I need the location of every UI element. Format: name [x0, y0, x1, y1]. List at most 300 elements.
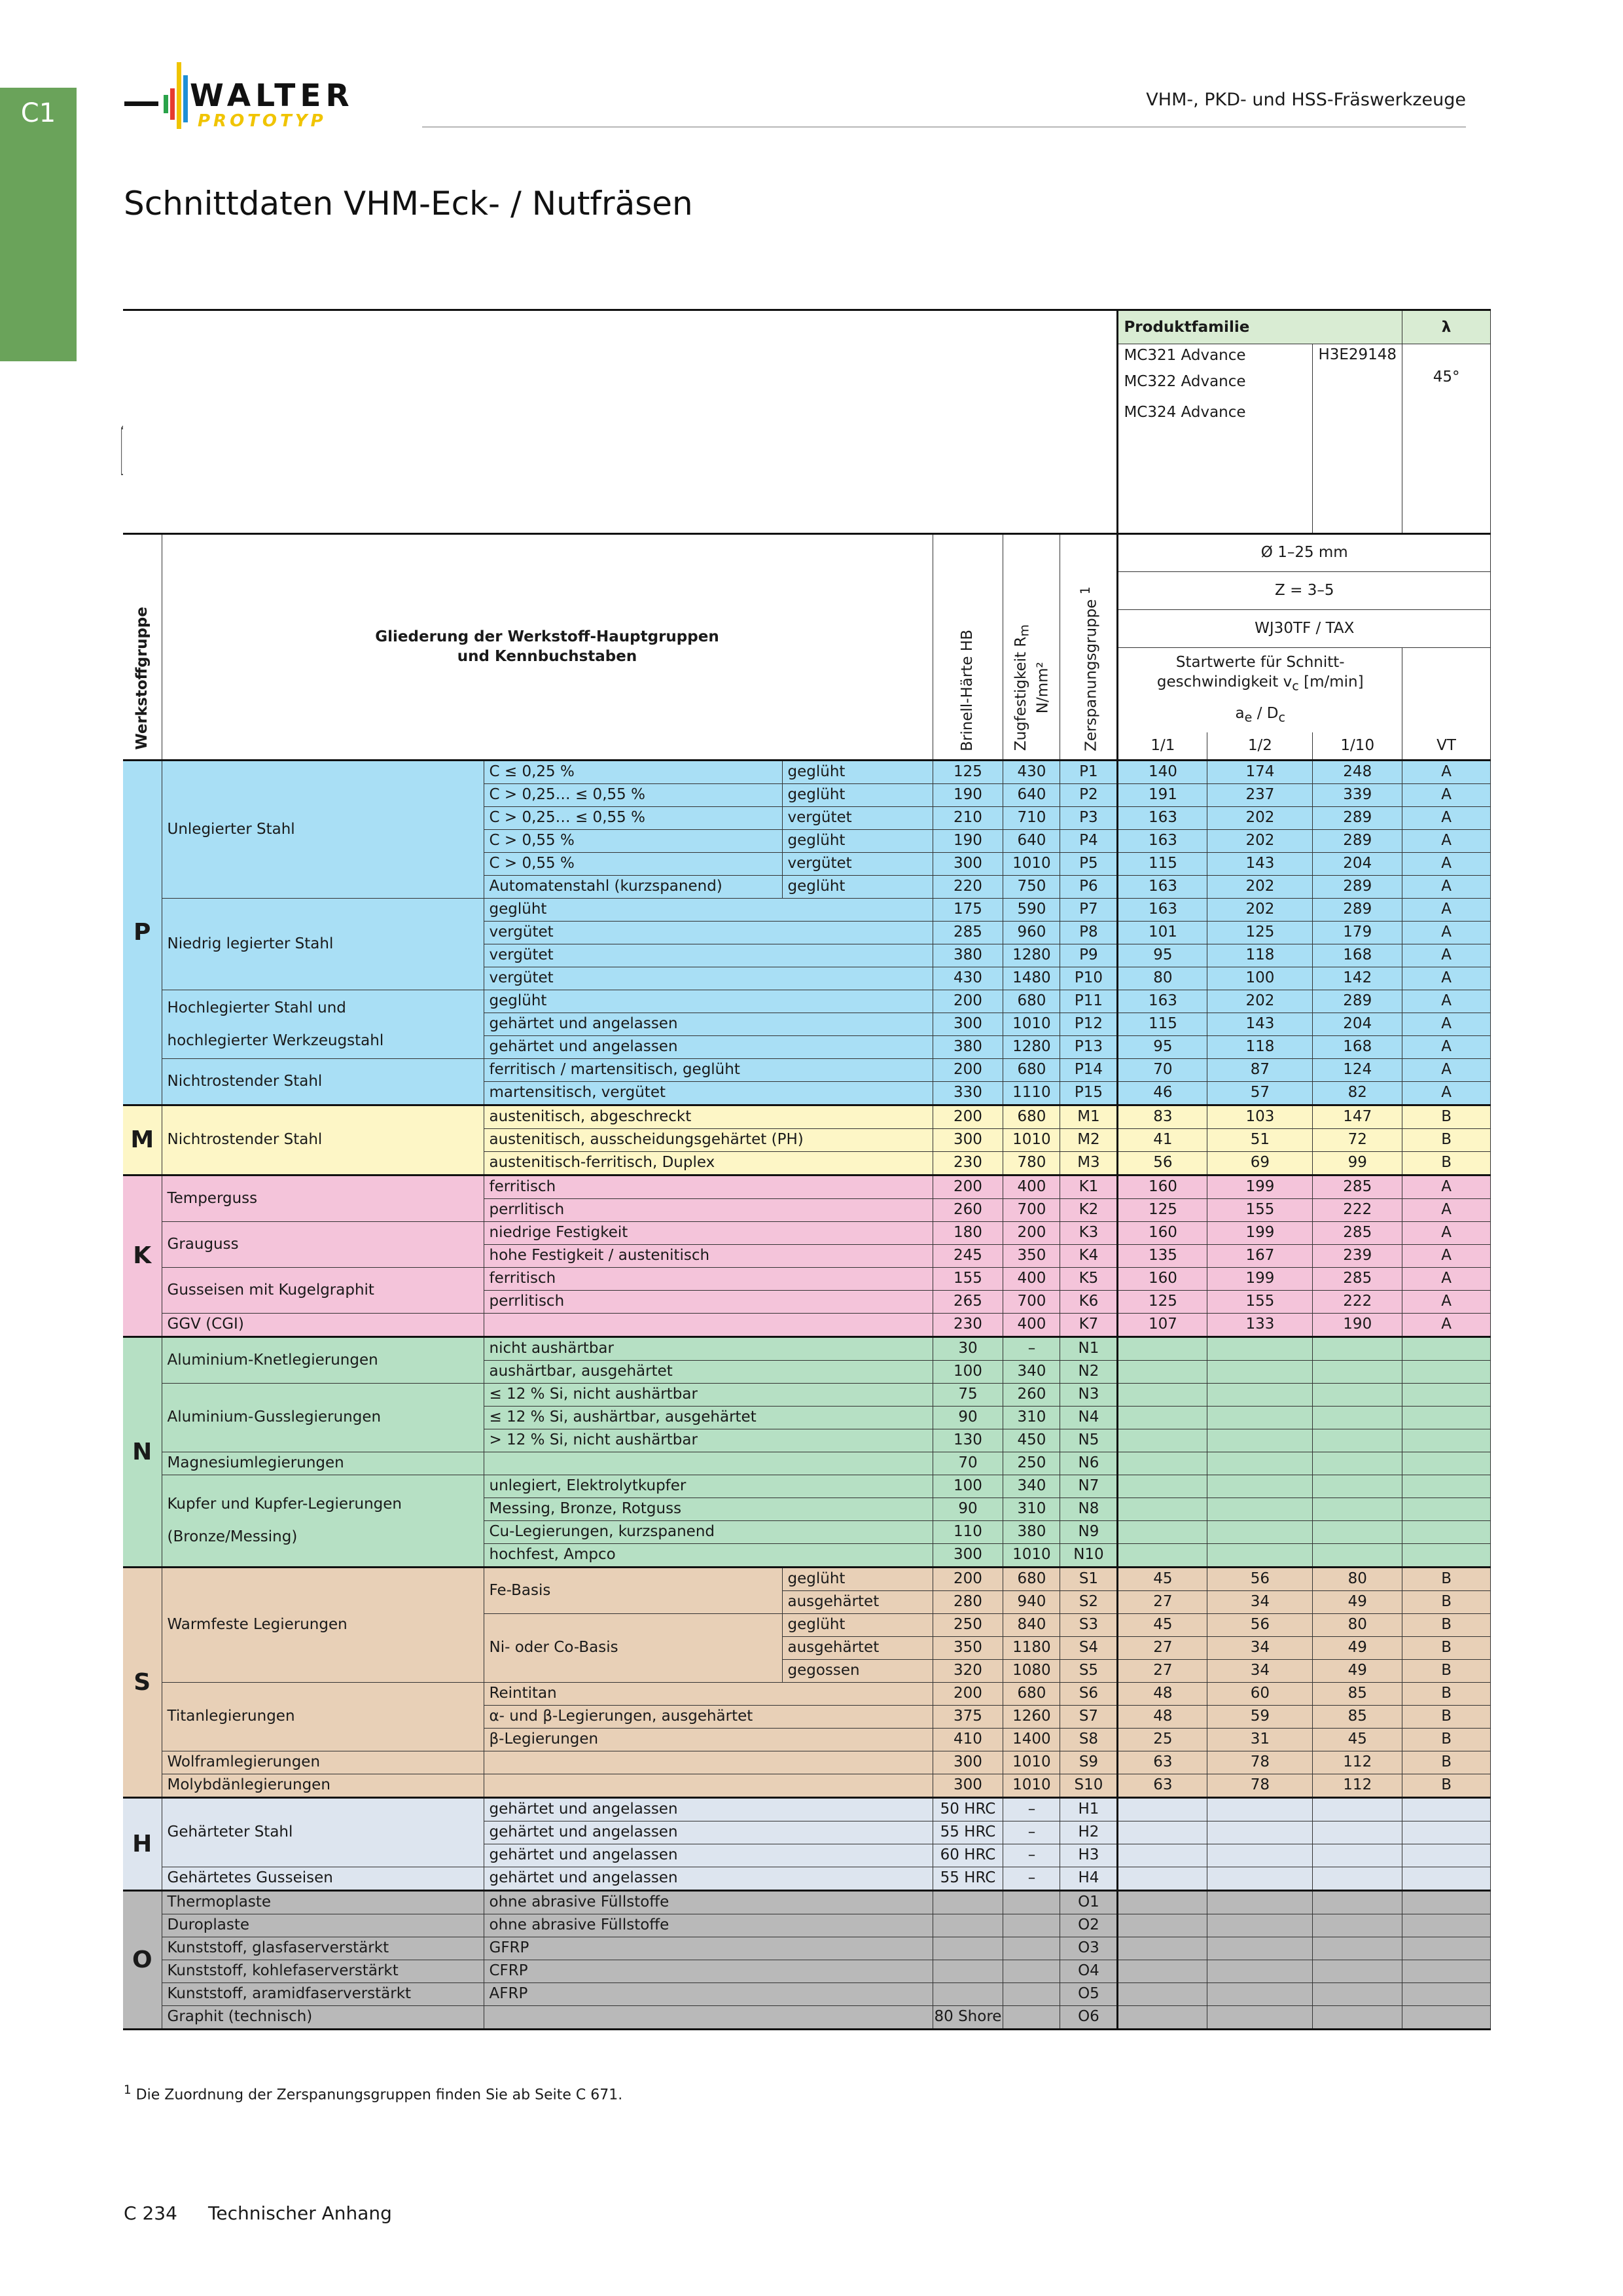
material-subgroup: Unlegierter Stahl: [162, 760, 484, 898]
cutting-grade-vt: A: [1402, 990, 1491, 1013]
table-row: [123, 1914, 1491, 1937]
material-condition: austenitisch-ferritisch, Duplex: [484, 1151, 933, 1175]
vc-half-engagement: 174: [1207, 760, 1313, 783]
brinell-hardness: 200: [933, 990, 1003, 1013]
machining-group: P8: [1060, 921, 1118, 944]
brinell-hardness: 90: [933, 1498, 1003, 1520]
cutting-grade-vt: [1402, 1336, 1491, 1360]
cutting-grade-vt: A: [1402, 1290, 1491, 1313]
material-condition: gehärtet und angelassen: [484, 1797, 933, 1821]
table-row: [123, 1175, 1491, 1198]
material-subgroup: Molybdänlegierungen: [162, 1774, 484, 1797]
brinell-hardness: 125: [933, 760, 1003, 783]
cutting-grade-vt: A: [1402, 1035, 1491, 1058]
table-row: [123, 1774, 1491, 1797]
cutting-grade-vt: A: [1402, 967, 1491, 990]
machining-group: S10: [1060, 1774, 1118, 1797]
vc-half-engagement: 155: [1207, 1290, 1313, 1313]
vc-half-engagement: [1207, 1383, 1313, 1406]
tensile-strength: 680: [1003, 1567, 1060, 1590]
material-condition: Fe-Basis: [484, 1567, 782, 1613]
vc-tenth-engagement: 248: [1313, 760, 1402, 783]
brinell-hardness: 200: [933, 1058, 1003, 1081]
cutting-data-grid: [123, 309, 1491, 2030]
material-condition: Reintitan: [484, 1682, 933, 1705]
brinell-hardness: 80 Shore: [933, 2005, 1003, 2029]
vc-tenth-engagement: 72: [1313, 1128, 1402, 1151]
vc-full-engagement: 41: [1118, 1128, 1207, 1151]
vc-half-engagement: [1207, 1498, 1313, 1520]
cutting-grade-vt: A: [1402, 1267, 1491, 1290]
machining-group: S9: [1060, 1751, 1118, 1774]
material-condition: hohe Festigkeit / austenitisch: [484, 1244, 933, 1267]
footer-section-name: Technischer Anhang: [208, 2202, 392, 2224]
vc-half-engagement: 56: [1207, 1613, 1313, 1636]
brinell-hardness: 265: [933, 1290, 1003, 1313]
machining-group: N2: [1060, 1360, 1118, 1383]
machining-group: P2: [1060, 783, 1118, 806]
machining-group: P14: [1060, 1058, 1118, 1081]
vc-full-engagement: 80: [1118, 967, 1207, 990]
vc-full-engagement: [1118, 1890, 1207, 1914]
vc-tenth-engagement: [1313, 1797, 1402, 1821]
vc-full-engagement: 163: [1118, 806, 1207, 829]
col-vc-1-2: 1/2: [1207, 732, 1313, 760]
material-condition: geglüht: [484, 990, 933, 1013]
vc-half-engagement: [1207, 1797, 1313, 1821]
material-condition: CFRP: [484, 1960, 933, 1982]
machining-group: N6: [1060, 1452, 1118, 1475]
tensile-strength: 1080: [1003, 1659, 1060, 1682]
tensile-strength: 1010: [1003, 1013, 1060, 1035]
tensile-strength: 350: [1003, 1244, 1060, 1267]
tensile-strength: 960: [1003, 921, 1060, 944]
group-code: N: [123, 1336, 162, 1567]
tensile-strength: –: [1003, 1797, 1060, 1821]
table-row: [123, 1937, 1491, 1960]
vc-full-engagement: [1118, 1914, 1207, 1937]
machining-group: O2: [1060, 1914, 1118, 1937]
lambda-label: λ: [1402, 310, 1491, 344]
vc-full-engagement: [1118, 1498, 1207, 1520]
col-gliederung: Gliederung der Werkstoff-Hauptgruppen und Kennbuchstaben: [162, 533, 933, 760]
vc-tenth-engagement: 204: [1313, 852, 1402, 875]
cutting-grade-vt: A: [1402, 760, 1491, 783]
vc-tenth-engagement: 204: [1313, 1013, 1402, 1035]
vc-full-engagement: 27: [1118, 1590, 1207, 1613]
material-condition: ferritisch: [484, 1267, 933, 1290]
tensile-strength: [1003, 2005, 1060, 2029]
vc-full-engagement: [1118, 1452, 1207, 1475]
vc-tenth-engagement: 285: [1313, 1267, 1402, 1290]
tensile-strength: 200: [1003, 1221, 1060, 1244]
vc-full-engagement: 163: [1118, 875, 1207, 898]
material-subgroup: Kunststoff, kohlefaserverstärkt: [162, 1960, 484, 1982]
vc-tenth-engagement: 222: [1313, 1290, 1402, 1313]
vc-half-engagement: [1207, 1960, 1313, 1982]
table-row: [123, 1105, 1491, 1128]
group-code: O: [123, 1890, 162, 2029]
material-condition: gehärtet und angelassen: [484, 1844, 933, 1867]
material-subgroup: Graphit (technisch): [162, 2005, 484, 2029]
vc-half-engagement: 34: [1207, 1590, 1313, 1613]
material-condition: ≤ 12 % Si, nicht aushärtbar: [484, 1383, 933, 1406]
brinell-hardness: 430: [933, 967, 1003, 990]
vc-full-engagement: 48: [1118, 1682, 1207, 1705]
vc-half-engagement: 78: [1207, 1774, 1313, 1797]
brinell-hardness: 90: [933, 1406, 1003, 1429]
logo-mark-icon: [124, 62, 190, 134]
vc-full-engagement: 27: [1118, 1636, 1207, 1659]
brinell-hardness: 130: [933, 1429, 1003, 1452]
vc-full-engagement: 101: [1118, 921, 1207, 944]
tensile-strength: 1400: [1003, 1728, 1060, 1751]
cutting-grade-vt: B: [1402, 1105, 1491, 1128]
material-condition: GFRP: [484, 1937, 933, 1960]
vc-tenth-engagement: 85: [1313, 1682, 1402, 1705]
cutting-grade-vt: B: [1402, 1659, 1491, 1682]
tensile-strength: 840: [1003, 1613, 1060, 1636]
tensile-strength: 750: [1003, 875, 1060, 898]
machining-group: H2: [1060, 1821, 1118, 1844]
material-condition: austenitisch, abgeschreckt: [484, 1105, 933, 1128]
table-row: [123, 1058, 1491, 1081]
vc-half-engagement: 56: [1207, 1567, 1313, 1590]
tensile-strength: 1110: [1003, 1081, 1060, 1105]
table-row: [123, 898, 1491, 921]
machining-group: N9: [1060, 1520, 1118, 1543]
vc-half-engagement: 103: [1207, 1105, 1313, 1128]
machining-group: K2: [1060, 1198, 1118, 1221]
vc-half-engagement: [1207, 1360, 1313, 1383]
material-subgroup: Gusseisen mit Kugelgraphit: [162, 1267, 484, 1313]
vc-tenth-engagement: [1313, 2005, 1402, 2029]
cutting-grade-vt: [1402, 1543, 1491, 1567]
vc-tenth-engagement: [1313, 1960, 1402, 1982]
vc-tenth-engagement: [1313, 1360, 1402, 1383]
cutting-grade-vt: A: [1402, 1175, 1491, 1198]
vc-half-engagement: [1207, 1844, 1313, 1867]
cutting-grade-vt: A: [1402, 1221, 1491, 1244]
material-treatment: ausgehärtet: [782, 1636, 933, 1659]
vc-tenth-engagement: 112: [1313, 1774, 1402, 1797]
tensile-strength: 1010: [1003, 852, 1060, 875]
vc-full-engagement: [1118, 1937, 1207, 1960]
material-condition: perrlitisch: [484, 1290, 933, 1313]
brinell-hardness: 75: [933, 1383, 1003, 1406]
machining-group: O4: [1060, 1960, 1118, 1982]
vc-full-engagement: 45: [1118, 1567, 1207, 1590]
brinell-hardness: 250: [933, 1613, 1003, 1636]
vc-full-engagement: 95: [1118, 944, 1207, 967]
logo-prototyp-text: PROTOTYP: [198, 111, 327, 131]
table-row: [123, 1267, 1491, 1290]
vc-half-engagement: 202: [1207, 990, 1313, 1013]
vc-tenth-engagement: 147: [1313, 1105, 1402, 1128]
vc-full-engagement: [1118, 1797, 1207, 1821]
cutting-grade-vt: A: [1402, 829, 1491, 852]
machining-group: N4: [1060, 1406, 1118, 1429]
startwerte-label: Startwerte für Schnitt- geschwindigkeit $v_c$ [m/min] $a_e / D_c$: [1118, 647, 1402, 732]
cutting-grade-vt: [1402, 1937, 1491, 1960]
material-condition: [484, 1452, 933, 1475]
col-vc-1-10: 1/10: [1313, 732, 1402, 760]
table-row: [123, 1313, 1491, 1336]
vc-half-engagement: [1207, 1821, 1313, 1844]
vc-full-engagement: [1118, 1821, 1207, 1844]
material-condition: > 12 % Si, nicht aushärtbar: [484, 1429, 933, 1452]
material-treatment: geglüht: [782, 783, 933, 806]
vc-half-engagement: [1207, 1937, 1313, 1960]
vc-tenth-engagement: [1313, 1982, 1402, 2005]
machining-group: H4: [1060, 1867, 1118, 1890]
vc-full-engagement: 125: [1118, 1198, 1207, 1221]
table-row: [123, 2005, 1491, 2029]
material-condition: gehärtet und angelassen: [484, 1035, 933, 1058]
vc-tenth-engagement: 168: [1313, 944, 1402, 967]
brinell-hardness: 55 HRC: [933, 1821, 1003, 1844]
material-condition: martensitisch, vergütet: [484, 1081, 933, 1105]
material-condition: geglüht: [484, 898, 933, 921]
brinell-hardness: [933, 1960, 1003, 1982]
machining-group: K4: [1060, 1244, 1118, 1267]
vc-full-engagement: 163: [1118, 898, 1207, 921]
tensile-strength: 340: [1003, 1360, 1060, 1383]
tensile-strength: –: [1003, 1821, 1060, 1844]
brinell-hardness: 230: [933, 1151, 1003, 1175]
vc-tenth-engagement: [1313, 1475, 1402, 1498]
material-treatment: vergütet: [782, 806, 933, 829]
vc-tenth-engagement: 49: [1313, 1590, 1402, 1613]
cutting-grade-vt: [1402, 1383, 1491, 1406]
vc-full-engagement: 191: [1118, 783, 1207, 806]
cutting-data-table: [123, 309, 1491, 2030]
cutting-grade-vt: [1402, 2005, 1491, 2029]
vc-half-engagement: [1207, 1982, 1313, 2005]
machining-group: O3: [1060, 1937, 1118, 1960]
vc-full-engagement: 160: [1118, 1267, 1207, 1290]
vc-full-engagement: 135: [1118, 1244, 1207, 1267]
logo-walter-text: WALTER: [190, 78, 354, 114]
material-condition: Cu-Legierungen, kurzspanend: [484, 1520, 933, 1543]
diameter-range: Ø 1–25 mm: [1118, 533, 1491, 571]
vc-tenth-engagement: 339: [1313, 783, 1402, 806]
tensile-strength: 1480: [1003, 967, 1060, 990]
cutting-grade-vt: B: [1402, 1705, 1491, 1728]
brinell-hardness: 350: [933, 1636, 1003, 1659]
tensile-strength: 1260: [1003, 1705, 1060, 1728]
material-condition: austenitisch, ausscheidungsgehärtet (PH): [484, 1128, 933, 1151]
vc-half-engagement: [1207, 2005, 1313, 2029]
machining-group: P6: [1060, 875, 1118, 898]
machining-group: N10: [1060, 1543, 1118, 1567]
vc-full-engagement: 45: [1118, 1613, 1207, 1636]
tensile-strength: 1010: [1003, 1543, 1060, 1567]
machining-group: M1: [1060, 1105, 1118, 1128]
material-condition: ohne abrasive Füllstoffe: [484, 1890, 933, 1914]
machining-group: O6: [1060, 2005, 1118, 2029]
cutting-grade-vt: [1402, 1520, 1491, 1543]
brinell-hardness: 200: [933, 1105, 1003, 1128]
material-condition: aushärtbar, ausgehärtet: [484, 1360, 933, 1383]
cutting-grade-vt: [1402, 1429, 1491, 1452]
tensile-strength: 710: [1003, 806, 1060, 829]
brinell-hardness: [933, 1914, 1003, 1937]
cutting-grade-vt: [1402, 1890, 1491, 1914]
vc-half-engagement: 143: [1207, 852, 1313, 875]
brinell-hardness: 210: [933, 806, 1003, 829]
brinell-hardness: 55 HRC: [933, 1867, 1003, 1890]
tensile-strength: [1003, 1914, 1060, 1937]
tensile-strength: 250: [1003, 1452, 1060, 1475]
group-code: P: [123, 760, 162, 1105]
cutting-grade-vt: A: [1402, 1081, 1491, 1105]
material-condition: ferritisch: [484, 1175, 933, 1198]
footnote: $^1$ Die Zuordnung der Zerspanungsgruppen finden Sie ab Seite C 671.: [124, 2083, 623, 2104]
machining-group: P9: [1060, 944, 1118, 967]
brinell-hardness: 220: [933, 875, 1003, 898]
material-subgroup: Kunststoff, aramidfaserverstärkt: [162, 1982, 484, 2005]
material-condition: vergütet: [484, 944, 933, 967]
cutting-grade-vt: B: [1402, 1151, 1491, 1175]
machining-group: M2: [1060, 1128, 1118, 1151]
material-condition: gehärtet und angelassen: [484, 1013, 933, 1035]
vc-full-engagement: [1118, 1960, 1207, 1982]
vc-full-engagement: 25: [1118, 1728, 1207, 1751]
vc-half-engagement: 202: [1207, 829, 1313, 852]
cutting-grade-vt: [1402, 1797, 1491, 1821]
cutting-grade-vt: A: [1402, 806, 1491, 829]
vc-full-engagement: 163: [1118, 829, 1207, 852]
tensile-strength: –: [1003, 1844, 1060, 1867]
teeth-count: Z = 3–5: [1118, 571, 1491, 609]
col-vc-1-1: 1/1: [1118, 732, 1207, 760]
vc-half-engagement: 34: [1207, 1636, 1313, 1659]
vc-tenth-engagement: 85: [1313, 1705, 1402, 1728]
material-condition: C > 0,25… ≤ 0,55 %: [484, 783, 782, 806]
vc-full-engagement: 48: [1118, 1705, 1207, 1728]
material-treatment: geglüht: [782, 1567, 933, 1590]
brinell-hardness: 375: [933, 1705, 1003, 1728]
vc-tenth-engagement: 190: [1313, 1313, 1402, 1336]
vc-half-engagement: 78: [1207, 1751, 1313, 1774]
brinell-hardness: 230: [933, 1313, 1003, 1336]
material-condition: C > 0,25… ≤ 0,55 %: [484, 806, 782, 829]
vc-half-engagement: 34: [1207, 1659, 1313, 1682]
material-subgroup: Temperguss: [162, 1175, 484, 1221]
material-subgroup: Duroplaste: [162, 1914, 484, 1937]
vc-full-engagement: 160: [1118, 1175, 1207, 1198]
vc-half-engagement: 202: [1207, 898, 1313, 921]
cutting-grade-vt: [1402, 1982, 1491, 2005]
material-condition: [484, 1313, 933, 1336]
tensile-strength: [1003, 1890, 1060, 1914]
vc-tenth-engagement: [1313, 1498, 1402, 1520]
product-family-list: [1118, 367, 1313, 533]
vc-full-engagement: 27: [1118, 1659, 1207, 1682]
material-condition: α- und β-Legierungen, ausgehärtet: [484, 1705, 933, 1728]
brinell-hardness: 60 HRC: [933, 1844, 1003, 1867]
tensile-strength: 430: [1003, 760, 1060, 783]
vc-tenth-engagement: [1313, 1821, 1402, 1844]
tensile-strength: 680: [1003, 990, 1060, 1013]
vc-full-engagement: [1118, 1520, 1207, 1543]
machining-group: P4: [1060, 829, 1118, 852]
material-subgroup: Nichtrostender Stahl: [162, 1058, 484, 1105]
vc-half-engagement: 167: [1207, 1244, 1313, 1267]
tensile-strength: 680: [1003, 1682, 1060, 1705]
header-title: VHM-, PKD- und HSS-Fräswerkzeuge: [1146, 90, 1466, 110]
table-row: [123, 1452, 1491, 1475]
machining-group: H3: [1060, 1844, 1118, 1867]
tensile-strength: 400: [1003, 1267, 1060, 1290]
tensile-strength: 260: [1003, 1383, 1060, 1406]
tensile-strength: 1010: [1003, 1128, 1060, 1151]
vc-tenth-engagement: 289: [1313, 829, 1402, 852]
material-subgroup: Magnesiumlegierungen: [162, 1452, 484, 1475]
col-werkstoffgruppe: Werkstoffgruppe: [123, 533, 162, 760]
machining-group: N8: [1060, 1498, 1118, 1520]
vc-tenth-engagement: [1313, 1844, 1402, 1867]
material-treatment: vergütet: [782, 852, 933, 875]
cutting-grade-vt: A: [1402, 1313, 1491, 1336]
vc-tenth-engagement: [1313, 1429, 1402, 1452]
vc-full-engagement: 63: [1118, 1774, 1207, 1797]
section-tab: [0, 88, 77, 361]
machining-group: O1: [1060, 1890, 1118, 1914]
material-subgroup: Grauguss: [162, 1221, 484, 1267]
machining-group: K3: [1060, 1221, 1118, 1244]
vc-half-engagement: 51: [1207, 1128, 1313, 1151]
brinell-hardness: 50 HRC: [933, 1797, 1003, 1821]
vc-full-engagement: [1118, 1844, 1207, 1867]
vc-half-engagement: 57: [1207, 1081, 1313, 1105]
machining-group: S4: [1060, 1636, 1118, 1659]
brinell-hardness: 260: [933, 1198, 1003, 1221]
table-row: [123, 1475, 1491, 1498]
vc-half-engagement: 133: [1207, 1313, 1313, 1336]
vc-half-engagement: 100: [1207, 967, 1313, 990]
vc-tenth-engagement: 112: [1313, 1751, 1402, 1774]
brinell-hardness: 70: [933, 1452, 1003, 1475]
vc-full-engagement: [1118, 2005, 1207, 2029]
cutting-grade-vt: A: [1402, 1198, 1491, 1221]
vc-half-engagement: 59: [1207, 1705, 1313, 1728]
vc-full-engagement: 107: [1118, 1313, 1207, 1336]
material-subgroup: Hochlegierter Stahl und hochlegierter Werkzeugstahl: [162, 990, 484, 1058]
vc-tenth-engagement: 285: [1313, 1221, 1402, 1244]
vc-half-engagement: [1207, 1429, 1313, 1452]
vc-tenth-engagement: [1313, 1890, 1402, 1914]
vc-tenth-engagement: 289: [1313, 806, 1402, 829]
tensile-strength: 1280: [1003, 1035, 1060, 1058]
cutting-grade-vt: A: [1402, 921, 1491, 944]
product-family-label: Produktfamilie: [1118, 310, 1402, 344]
col-vt: VT: [1402, 732, 1491, 760]
machining-group: K6: [1060, 1290, 1118, 1313]
cutting-grade-vt: [1402, 1452, 1491, 1475]
material-condition: niedrige Festigkeit: [484, 1221, 933, 1244]
machining-group: N5: [1060, 1429, 1118, 1452]
cutting-grade-vt: A: [1402, 898, 1491, 921]
machining-group: P1: [1060, 760, 1118, 783]
brinell-hardness: 300: [933, 1128, 1003, 1151]
material-subgroup: Aluminium-Gusslegierungen: [162, 1383, 484, 1452]
brinell-hardness: 190: [933, 783, 1003, 806]
cutting-grade-vt: B: [1402, 1682, 1491, 1705]
tensile-strength: 400: [1003, 1175, 1060, 1198]
vc-full-engagement: 95: [1118, 1035, 1207, 1058]
